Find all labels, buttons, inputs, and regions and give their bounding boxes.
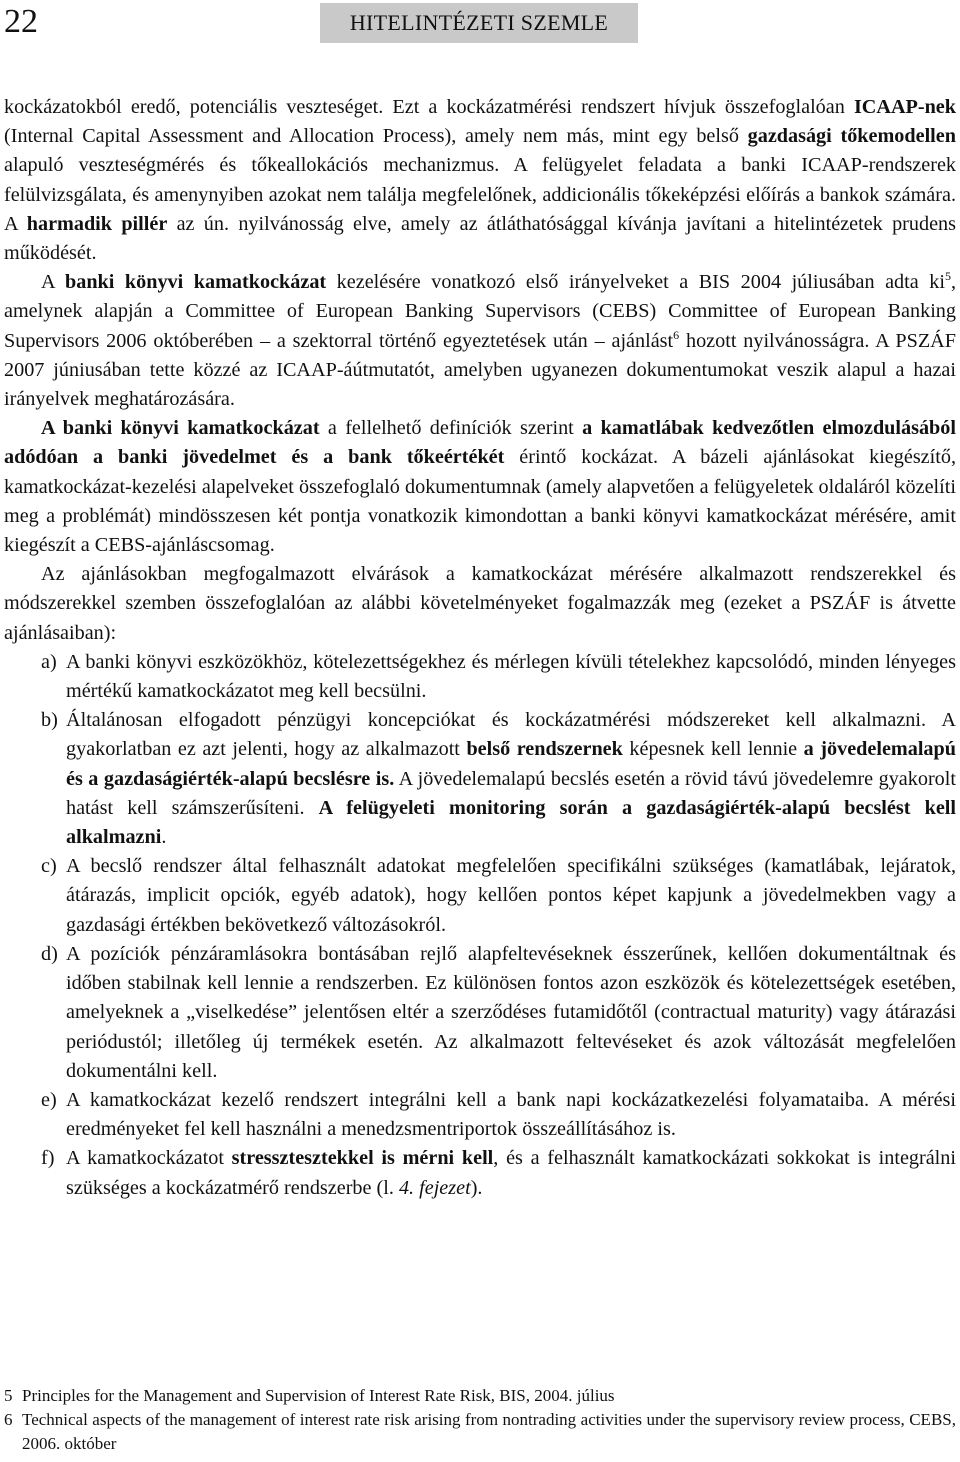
text-run: , és a felhasznált kamatkockázati sokkokat is integrálni szükséges a kockázatmérő rendszerbe (l. xyxy=(66,1147,956,1199)
text-run: érintő kockázat. A bázeli ajánlásokat kiegészítő, kamatkockázat-kezelési alapelveket összefoglaló dokumentumnak (amely alapvetően a felügyeletek oldaláról közelíti meg a problémát) mindösszesen két pontja vonatkozik kimondottan a banki könyvi kamatkockázat mérésére, amit kiegészít a CEBS-ajánláscsomag. xyxy=(4,446,956,557)
text-run: ). xyxy=(470,1176,483,1199)
text-run: . xyxy=(161,826,167,849)
text-run: (Internal Capital Assessment and Allocation Process), amely nem más, mint egy belső xyxy=(4,125,748,148)
paragraph-definition xyxy=(4,414,956,560)
text-run: képesnek kell lennie xyxy=(622,738,804,761)
list-item-e xyxy=(4,1086,956,1144)
text-run: A becslő rendszer által felhasznált adatokat megfelelően specifikálni szükséges (kamatlábak, lejáratok, átárazás, implicit opciók, egyéb adatok), hogy kellően pontos képet kapjunk a jövedelmekben vagy a gazdasági értékben bekövetkező változásokról. xyxy=(66,855,956,936)
list-item-a xyxy=(4,648,956,706)
text-run: kockázatokból eredő, potenciális veszteséget. Ezt a kockázatmérési rendszert hívjuk összefoglalóan xyxy=(4,96,854,118)
text-run: A banki könyvi eszközökhöz, kötelezettségekhez és mérlegen kívüli tételekhez kapcsolódó, minden lényeges mértékű kamatkockázatot meg kell becsülni. xyxy=(66,650,956,703)
footnote-text: Technical aspects of the management of interest rate risk arising from nontrading activities under the supervisory review process, CEBS, 2006. október xyxy=(22,1410,956,1453)
emphasis: A felügyeleti monitoring során a gazdaságiérték-alapú becslést kell alkalmazni xyxy=(66,796,957,849)
footnote-number: 6 xyxy=(4,1410,13,1429)
page-number: 22 xyxy=(4,3,38,40)
text-run: a fellelhető definíciók szerint xyxy=(319,417,583,440)
term-banking-book-irr: banki könyvi kamatkockázat xyxy=(65,271,327,294)
paragraph-guidelines xyxy=(4,268,956,414)
list-marker: e) xyxy=(41,1088,57,1111)
term-icaap: ICAAP-nek xyxy=(853,96,956,118)
list-item-b xyxy=(4,706,956,852)
text-run: kezelésére vonatkozó első irányelveket a BIS 2004 júliusában adta ki xyxy=(326,271,945,294)
text-run: A jövedelemalapú becslés esetén a rövid távú jövedelemre gyakorolt hatást kell számszerűsíteni. xyxy=(66,767,956,819)
list-marker: a) xyxy=(41,650,57,673)
paragraph-requirements-intro: Az ajánlásokban megfogalmazott elvárások a kamatkockázat mérésére alkalmazott rendszerekkel és módszerekkel szemben összefoglalóan az alábbi követelményeket fogalmazzák meg (ezeket a PSZÁF is átvette ajánlásaiban): xyxy=(4,563,956,644)
emphasis: stressztesztekkel is mérni kell xyxy=(231,1147,494,1170)
list-marker: f) xyxy=(41,1147,55,1170)
text-run: A kamatkockázatot xyxy=(66,1147,232,1170)
footnote-ref-5: 5 xyxy=(944,269,951,284)
footnote-5 xyxy=(4,1384,956,1408)
text-run: hozott nyilvánosságra. A PSZÁF 2007 júniusában tette közzé az ICAAP-áútmutatót, amelyben ugyanezen dokumentumokat veszik alapul a hazai irányelvek meghatározására. xyxy=(4,329,956,411)
text-run: A xyxy=(41,271,65,294)
term-economic-capital-model: gazdasági tőkemodellen xyxy=(747,125,956,148)
footnote-6 xyxy=(4,1408,956,1456)
article-body xyxy=(4,93,956,1203)
text-run: az ún. nyilvánosság elve, amely az átláthatósággal kívánja javítani a hitelintézetek prudens működését. xyxy=(4,212,956,265)
text-run: Általánosan elfogadott pénzügyi koncepciókat és kockázatmérési módszereket kell alkalmazni. A gyakorlatban ez azt jelenti, hogy az alkalmazott xyxy=(66,709,956,761)
running-header: HITELINTÉZETI SZEMLE xyxy=(320,3,638,43)
paragraph-icaap xyxy=(4,93,956,268)
footnote-ref-6: 6 xyxy=(673,327,680,342)
footnote-number: 5 xyxy=(4,1386,13,1405)
text-run: A pozíciók pénzáramlásokra bontásában rejlő alapfeltevéseknek ésszerűnek, kellően dokumentáltnak és időben stabilnak kell lennie a rendszerben. Ez különösen fontos azon eszközök és kötelezettségek esetében, amelyeknek a „viselkedése” jelentősen eltér a szerződéses futamidőtől (contractual maturity) vagy átárazási periódustól; illetőleg új termékek esetén. Az alkalmazott feltevéseket és azok változását megfelelően dokumentálni kell. xyxy=(66,942,956,1082)
emphasis: belső rendszernek xyxy=(466,738,623,761)
list-marker: d) xyxy=(41,942,58,965)
term-third-pillar: harmadik pillér xyxy=(26,212,168,235)
list-item-f xyxy=(4,1144,956,1202)
footnotes xyxy=(4,1384,956,1456)
footnote-text: Principles for the Management and Supervision of Interest Rate Risk, BIS, 2004. július xyxy=(22,1386,615,1405)
list-marker: c) xyxy=(41,855,57,878)
definition-highlight: a kamatlábak kedvezőtlen elmozdulásából adódóan a banki jövedelmet és a bank tőkeértékét xyxy=(4,417,956,469)
list-item-d xyxy=(4,940,956,1086)
emphasis: a jövedelemalapú és a gazdaságiérték-alapú becslésre is. xyxy=(66,738,956,790)
text-run: , amelynek alapján a Committee of European Banking Supervisors (CEBS) Committee of European Banking Supervisors 2006 októberében – a szektorral történő egyeztetések után – ajánlást xyxy=(4,271,956,352)
term-banking-book-irr: A banki könyvi kamatkockázat xyxy=(41,417,320,440)
text-run: A kamatkockázat kezelő rendszert integrálni kell a bank napi kockázatkezelési folyamataiba. A mérési eredményeket fel kell használni a menedzsmentriportok összeállításához is. xyxy=(66,1088,956,1141)
list-marker: b) xyxy=(41,709,58,732)
list-item-c xyxy=(4,852,956,940)
text-run: alapuló veszteségmérés és tőkeallokációs mechanizmus. A felügyelet feladata a banki ICAAP-rendszerek felülvizsgálata, és amenynyiben azokat nem találja megfelelőnek, addicionális tőkeképzési előírás a bankok számára. A xyxy=(4,154,956,235)
chapter-reference: 4. fejezet xyxy=(398,1176,471,1199)
